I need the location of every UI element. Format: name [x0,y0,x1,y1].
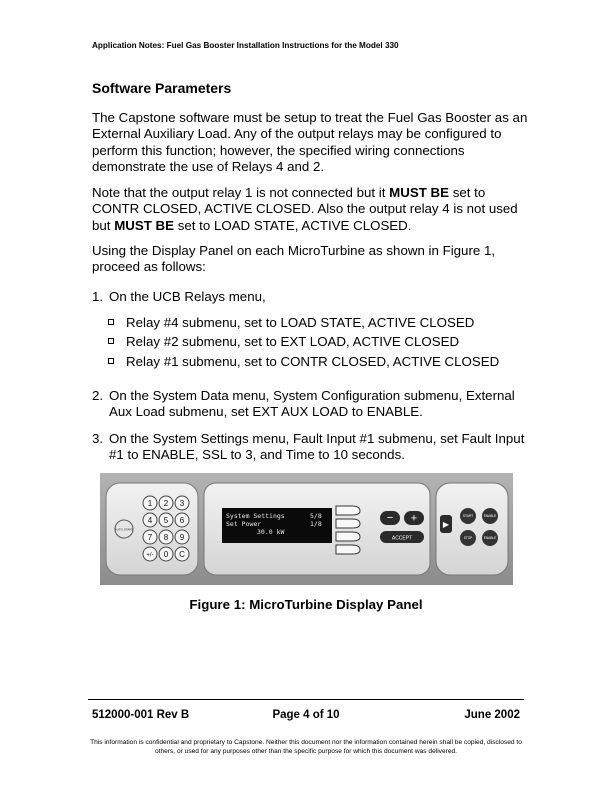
relay-note-text-c: set to CONTR CLOSED, ACTIVE CLOSED. Also the output relay 4 is not used but [92,185,518,233]
key-9-label: 9 [179,533,185,542]
lcd-line-1-value: 5/8 [310,512,322,520]
display-panel-photo [100,473,513,585]
key-5-label: 5 [163,516,169,525]
start-label: START [462,514,474,519]
footer-page-number: Page 4 of 10 [272,709,340,721]
enable-start-label: ENABLE [483,514,497,519]
bullet-text: Relay #1 submenu, set to CONTR CLOSED, ACTIVE CLOSED [126,354,500,369]
bullet-item [108,334,459,350]
key-2-label: 2 [163,499,169,508]
lcd-line-3: 30.0 kW [257,528,285,536]
menu-select-button-4[interactable] [336,545,360,554]
key-3-label: 3 [179,499,185,508]
square-bullet-icon [108,358,114,364]
square-bullet-icon [108,338,114,344]
footer-date: June 2002 [464,709,520,721]
step-text: On the UCB Relays menu, [109,289,266,304]
key-plus-minus-label: +/- [146,552,154,559]
step-number: 1. [92,289,104,304]
key-c-label: C [179,550,185,559]
bullet-item [108,315,474,331]
lcd-line-1-label: System Settings [226,512,285,520]
step-number: 2. [92,388,104,403]
step-text: On the System Settings menu, Fault Input #1 submenu, set Fault Input #1 to ENABLE, SSL to 3, and Time to 10 seconds. [109,431,525,463]
menu-select-button-2[interactable] [336,519,360,528]
auto-start-label: AUTO START [114,527,134,532]
step-1 [92,289,532,305]
section-title: Software Parameters [92,80,232,96]
menu-select-button-3[interactable] [336,532,360,541]
bullet-item [108,354,499,370]
accept-label: ACCEPT [391,535,413,542]
paragraph-relay-note [92,185,532,234]
key-6-label: 6 [179,516,185,525]
step-2 [92,388,532,421]
step-number: 3. [92,431,104,446]
lcd-line-2-value: 1/8 [310,520,322,528]
step-text: On the System Data menu, System Configuration submenu, External Aux Load submenu, set EXT AUX LOAD to ENABLE. [109,388,515,420]
key-0-label: 0 [163,550,169,559]
key-4-label: 4 [147,516,153,525]
stop-label: STOP [463,536,473,541]
paragraph-display-panel: Using the Display Panel on each MicroTurbine as shown in Figure 1, proceed as follows: [92,243,496,275]
lcd-line-2-label: Set Power [226,520,262,528]
microturbine-display-panel-figure [100,473,513,585]
bullet-text: Relay #2 submenu, set to EXT LOAD, ACTIVE CLOSED [126,334,460,349]
plus-label: + [410,512,418,525]
minus-label: − [386,512,394,524]
footer-disclaimer: This information is confidential and proprietary to Capstone. Neither this document nor the information contained herein shall be copied, disclosed to others, or used for any purposes other than the specific purpose for which this document was delivered. [90,739,522,755]
relay-note-text-a: Note that the output relay 1 is not connected but it [92,185,390,200]
paragraph-intro: The Capstone software must be setup to treat the Fuel Gas Booster as an External Auxiliary Load. Any of the output relays may be configured to perform this function; however, the specified wiring connections demonstrate the use of Relays 4 and 2. [92,110,528,175]
enable-stop-label: ENABLE [483,536,497,541]
key-8-label: 8 [163,533,169,542]
key-1-label: 1 [147,499,153,508]
footer-divider [88,699,524,700]
step-3 [92,431,532,464]
page-header: Application Notes: Fuel Gas Booster Installation Instructions for the Model 330 [92,41,399,50]
play-icon: ▶ [442,520,450,529]
menu-select-button-1[interactable] [336,506,360,515]
must-be-emphasis: MUST BE [389,185,449,200]
bullet-text: Relay #4 submenu, set to LOAD STATE, ACTIVE CLOSED [126,315,475,330]
figure-caption: Figure 1: MicroTurbine Display Panel [189,597,423,612]
square-bullet-icon [108,319,114,325]
relay-note-text-e: set to LOAD STATE, ACTIVE CLOSED. [174,217,412,233]
must-be-emphasis: MUST BE [114,217,175,233]
key-7-label: 7 [147,533,153,542]
footer-doc-id: 512000-001 Rev B [92,709,190,721]
